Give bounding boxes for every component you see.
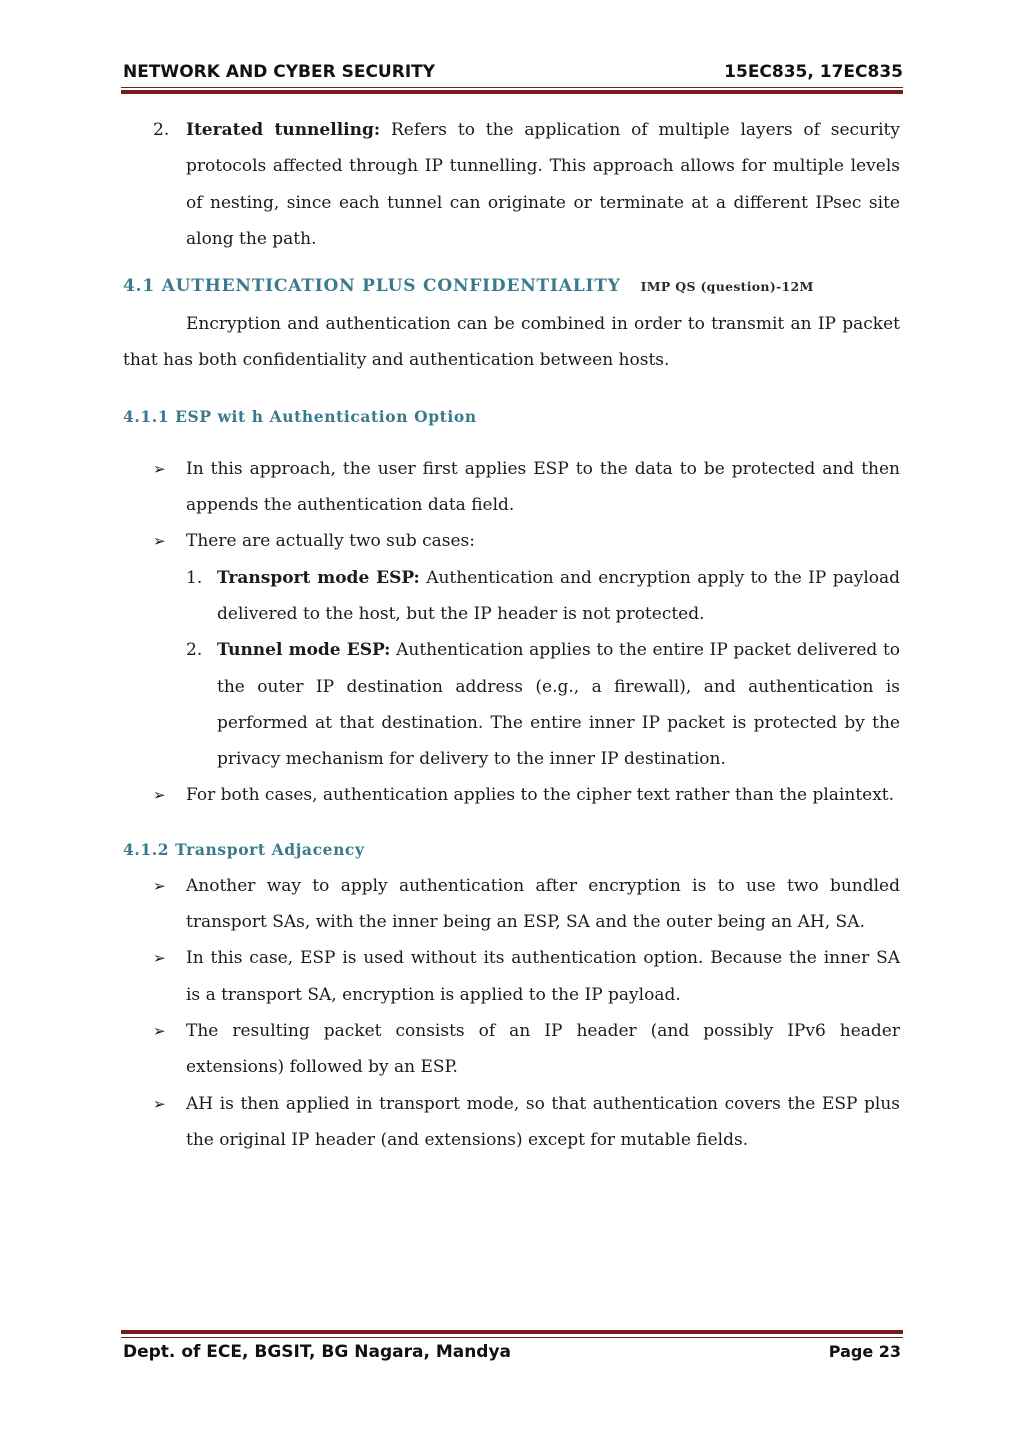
header-course-title: NETWORK AND CYBER SECURITY [123,62,436,82]
section-title: 4.1 AUTHENTICATION PLUS CONFIDENTIALITY [123,276,621,297]
arrow-bullet-icon: ➢ [153,459,166,478]
bullet-item [123,451,900,524]
term-label: Transport mode ESP: [217,567,420,588]
bullet-item [123,940,900,1013]
arrow-bullet-icon: ➢ [153,876,166,895]
arrow-bullet-icon: ➢ [153,1094,166,1113]
bullet-text: For both cases, authentication applies to the cipher text rather than the plaintext. [186,785,895,806]
paragraph-auth-confidentiality: Encryption and authentication can be combined in order to transmit an IP packet that has both confidentiality and authentication between hosts. [123,314,900,371]
bullet-item [123,777,900,813]
section-heading-4-1-2: 4.1.2 Transport Adjacency [123,839,365,859]
page-header [123,62,903,86]
arrow-bullet-icon: ➢ [153,532,166,551]
bullet-item [123,1013,900,1086]
header-rule-thin [121,87,903,88]
term-label: Tunnel mode ESP: [217,640,391,661]
arrow-bullet-icon: ➢ [153,949,166,968]
arrow-bullet-icon: ➢ [153,786,166,805]
bullet-text: In this approach, the user first applies ESP to the data to be protected and then appends the authentication data field. [186,458,900,516]
page-footer [123,1342,901,1368]
footer-department: Dept. of ECE, BGSIT, BG Nagara, Mandya [123,1342,512,1362]
importance-tag: IMP QS (question)-12M [640,279,814,295]
footer-rule-thin [121,1337,903,1338]
bullet-text: AH is then applied in transport mode, so that authentication covers the ESP plus the original IP header (and extensions) except for mutable fields. [186,1093,900,1150]
arrow-bullet-icon: ➢ [153,1021,166,1040]
bullet-text: The resulting packet consists of an IP header (and possibly IPv6 header extensions) followed by an ESP. [186,1020,900,1078]
header-rule-thick [121,90,903,94]
bullet-text: Another way to apply authentication after encryption is to use two bundled transport SAs, with the inner being an ESP, SA and the outer being an AH, SA. [186,875,900,933]
page-content [123,112,900,1158]
item-text: Authentication and encryption apply to the IP payload delivered to the host, but the IP header is not protected. [217,567,901,624]
sub-item-tunnel-mode [123,632,900,777]
list-item-iterated-tunnelling [123,112,900,257]
section-heading-4-1 [123,268,900,305]
sub-item-transport-mode [123,560,900,633]
bullet-text: In this case, ESP is used without its authentication option. Because the inner SA is a transport SA, encryption is applied to the IP payload. [186,948,900,1005]
footer-rule-thick [121,1330,903,1334]
bullet-item [123,868,900,941]
section-heading-4-1-1: 4.1.1 ESP wit h Authentication Option [123,406,477,426]
bullet-item [123,1086,900,1159]
bullet-text: There are actually two sub cases: [186,531,475,552]
item-text: Authentication applies to the entire IP packet delivered to the outer IP destination address (e.g., a firewall), and authentication is performed at that destination. The entire inner IP packet is protected by the privacy mechanism for delivery to the inner IP destination. [217,640,901,770]
list-number: 2. [186,640,203,661]
term-label: Iterated tunnelling: [186,120,381,140]
list-number: 1. [186,567,203,588]
page-number: Page 23 [828,1342,901,1361]
item-text: Refers to the application of multiple layers of security protocols affected through IP tunnelling. This approach allows for multiple levels of nesting, since each tunnel can originate or terminate at a different IPsec site along the path. [186,120,900,249]
bullet-item [123,523,900,559]
list-number: 2. [153,120,170,140]
header-course-code: 15EC835, 17EC835 [724,62,903,82]
